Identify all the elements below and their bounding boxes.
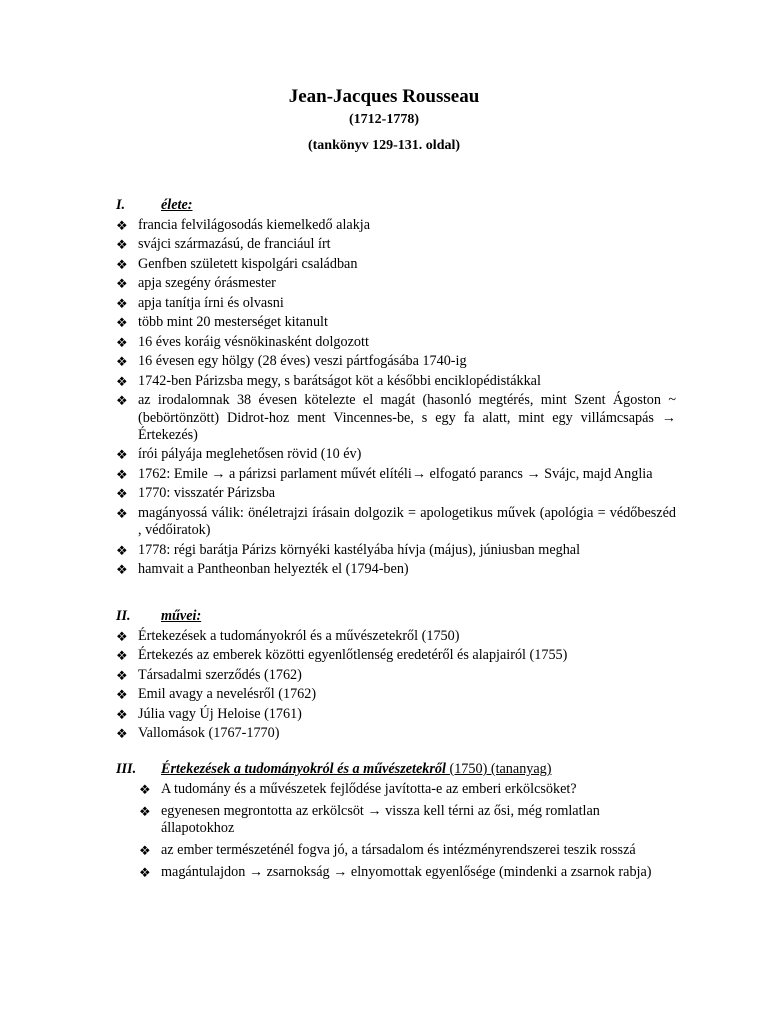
list-item (139, 864, 676, 881)
list-item-text: magántulajdon → zsarnokság → elnyomottak egyenlősége (mindenki a zsarnok rabja) (161, 863, 652, 880)
list-item-text: írói pályája meglehetősen rövid (10 év) (138, 446, 362, 463)
list-item-text: Társadalmi szerződés (1762) (138, 666, 302, 683)
list-item-text: apja tanítja írni és olvasni (138, 294, 284, 311)
diamond-bullet-icon: ❖ (116, 486, 128, 502)
list-item (116, 686, 676, 703)
section-heading (116, 608, 676, 625)
list-item-text: 16 éves koráig vésnökinasként dolgozott (138, 333, 369, 350)
list-item-text: francia felvilágosodás kiemelkedő alakja (138, 217, 371, 233)
list-item (116, 628, 676, 645)
life-years: (1712-1778) (349, 112, 419, 127)
diamond-bullet-icon: ❖ (116, 256, 128, 272)
list-item (116, 295, 676, 312)
section-works (116, 608, 676, 745)
diamond-bullet-icon: ❖ (116, 237, 128, 253)
list-item-text: apja szegény órásmester (138, 275, 276, 292)
section-life (116, 197, 676, 581)
list-item-text: 1762: Emile → a párizsi parlament művét elítéli→ elfogató parancs → Svájc, majd Anglia (138, 465, 653, 482)
diamond-bullet-icon: ❖ (116, 706, 128, 722)
list-item-text: 1778: régi barátja Párizs környéki kastélyába hívja (május), júniusban meghal (138, 541, 581, 558)
list-item (139, 781, 676, 798)
list-item (116, 334, 676, 351)
list-item (116, 373, 676, 390)
section-heading (116, 197, 676, 214)
diamond-bullet-icon: ❖ (116, 447, 128, 463)
section-heading (116, 761, 676, 778)
list-item-text: svájci származású, de franciául írt (138, 236, 331, 253)
list-item (116, 706, 676, 723)
section-title-text: Értekezések a tudományokról és a művészetekről (161, 761, 450, 777)
diamond-bullet-icon: ❖ (116, 218, 128, 233)
diamond-bullet-icon: ❖ (116, 393, 128, 409)
list-item-text: Vallomások (1767-1770) (138, 725, 280, 742)
list-item-text: A tudomány és a művészetek fejlődése javította-e az emberi erkölcsöket? (161, 781, 577, 797)
section-title-suffix: (1750) (tananyag) (449, 761, 552, 777)
diamond-bullet-icon: ❖ (116, 562, 128, 578)
section-discourse (116, 761, 676, 886)
list-item (116, 392, 676, 444)
list-item (139, 842, 676, 859)
list-item-text: Értekezések a tudományokról és a művészetekről (1750) (138, 628, 460, 644)
diamond-bullet-icon: ❖ (116, 726, 128, 742)
list-item-text: egyenesen megrontotta az erkölcsöt → vissza kell térni az ősi, még romlatlan állapotokhoz (161, 802, 600, 837)
list-item-text: Júlia vagy Új Heloise (1761) (138, 705, 302, 722)
diamond-bullet-icon: ❖ (116, 466, 128, 482)
list-item-text: 1770: visszatér Párizsba (138, 485, 276, 502)
works-list (116, 628, 676, 743)
list-item-text: Értekezés az emberek közötti egyenlőtlenség eredetéről és alapjairól (1755) (138, 647, 568, 664)
list-item-text: az irodalomnak 38 évesen kötelezte el magát (hasonló megtérés, mint Szent Ágoston ~ (bebörtönzött) Didrot-hoz ment Vincennes-be, s egy fa alatt, mint egy villámcsapás → Értekezés) (138, 392, 676, 443)
diamond-bullet-icon: ❖ (116, 505, 128, 521)
diamond-bullet-icon: ❖ (139, 803, 151, 819)
list-item (116, 667, 676, 684)
diamond-bullet-icon: ❖ (139, 782, 151, 797)
diamond-bullet-icon: ❖ (116, 687, 128, 703)
list-item (116, 353, 676, 370)
list-item-text: hamvait a Pantheonban helyezték el (1794-ben) (138, 561, 409, 578)
list-item-text: 1742-ben Párizsba megy, s barátságot köt a későbbi enciklopédistákkal (138, 372, 541, 389)
section-number: II. (116, 608, 131, 624)
list-item-text: magányossá válik: önéletrajzi írásain dolgozik = apologetikus művek (apológia = védőbeszéd , védőiratok) (138, 504, 676, 539)
list-item (116, 236, 676, 253)
list-item (139, 803, 676, 838)
diamond-bullet-icon: ❖ (116, 629, 128, 644)
section-title (161, 761, 552, 778)
diamond-bullet-icon: ❖ (116, 295, 128, 311)
diamond-bullet-icon: ❖ (116, 276, 128, 292)
list-item (116, 256, 676, 273)
diamond-bullet-icon: ❖ (116, 354, 128, 370)
section-number: III. (116, 761, 137, 777)
list-item (116, 725, 676, 742)
list-item (116, 217, 676, 234)
list-item (116, 446, 676, 463)
diamond-bullet-icon: ❖ (139, 864, 151, 880)
diamond-bullet-icon: ❖ (139, 843, 151, 859)
section-number: I. (116, 197, 126, 213)
diamond-bullet-icon: ❖ (116, 648, 128, 664)
list-item (116, 542, 676, 559)
list-item (116, 466, 676, 483)
list-item-text: több mint 20 mesterséget kitanult (138, 314, 328, 331)
list-item (116, 314, 676, 331)
section-title: művei: (161, 608, 202, 624)
list-item-text: Emil avagy a nevelésről (1762) (138, 686, 317, 703)
textbook-reference: (tankönyv 129-131. oldal) (307, 138, 461, 153)
diamond-bullet-icon: ❖ (116, 315, 128, 331)
diamond-bullet-icon: ❖ (116, 667, 128, 683)
list-item (116, 505, 676, 540)
list-item (116, 275, 676, 292)
diamond-bullet-icon: ❖ (116, 373, 128, 389)
diamond-bullet-icon: ❖ (116, 334, 128, 350)
discourse-list (139, 781, 676, 881)
list-item-text: az ember természeténél fogva jó, a társadalom és intézményrendszerei teszik rosszá (161, 842, 636, 859)
diamond-bullet-icon: ❖ (116, 542, 128, 558)
life-list (116, 217, 676, 578)
list-item (116, 485, 676, 502)
document-title: Jean-Jacques Rousseau (288, 86, 480, 107)
list-item-text: Genfben született kispolgári családban (138, 255, 358, 272)
list-item (116, 561, 676, 578)
list-item-text: 16 évesen egy hölgy (28 éves) veszi pártfogásába 1740-ig (138, 353, 467, 370)
section-title: élete: (161, 197, 193, 213)
list-item (116, 647, 676, 664)
